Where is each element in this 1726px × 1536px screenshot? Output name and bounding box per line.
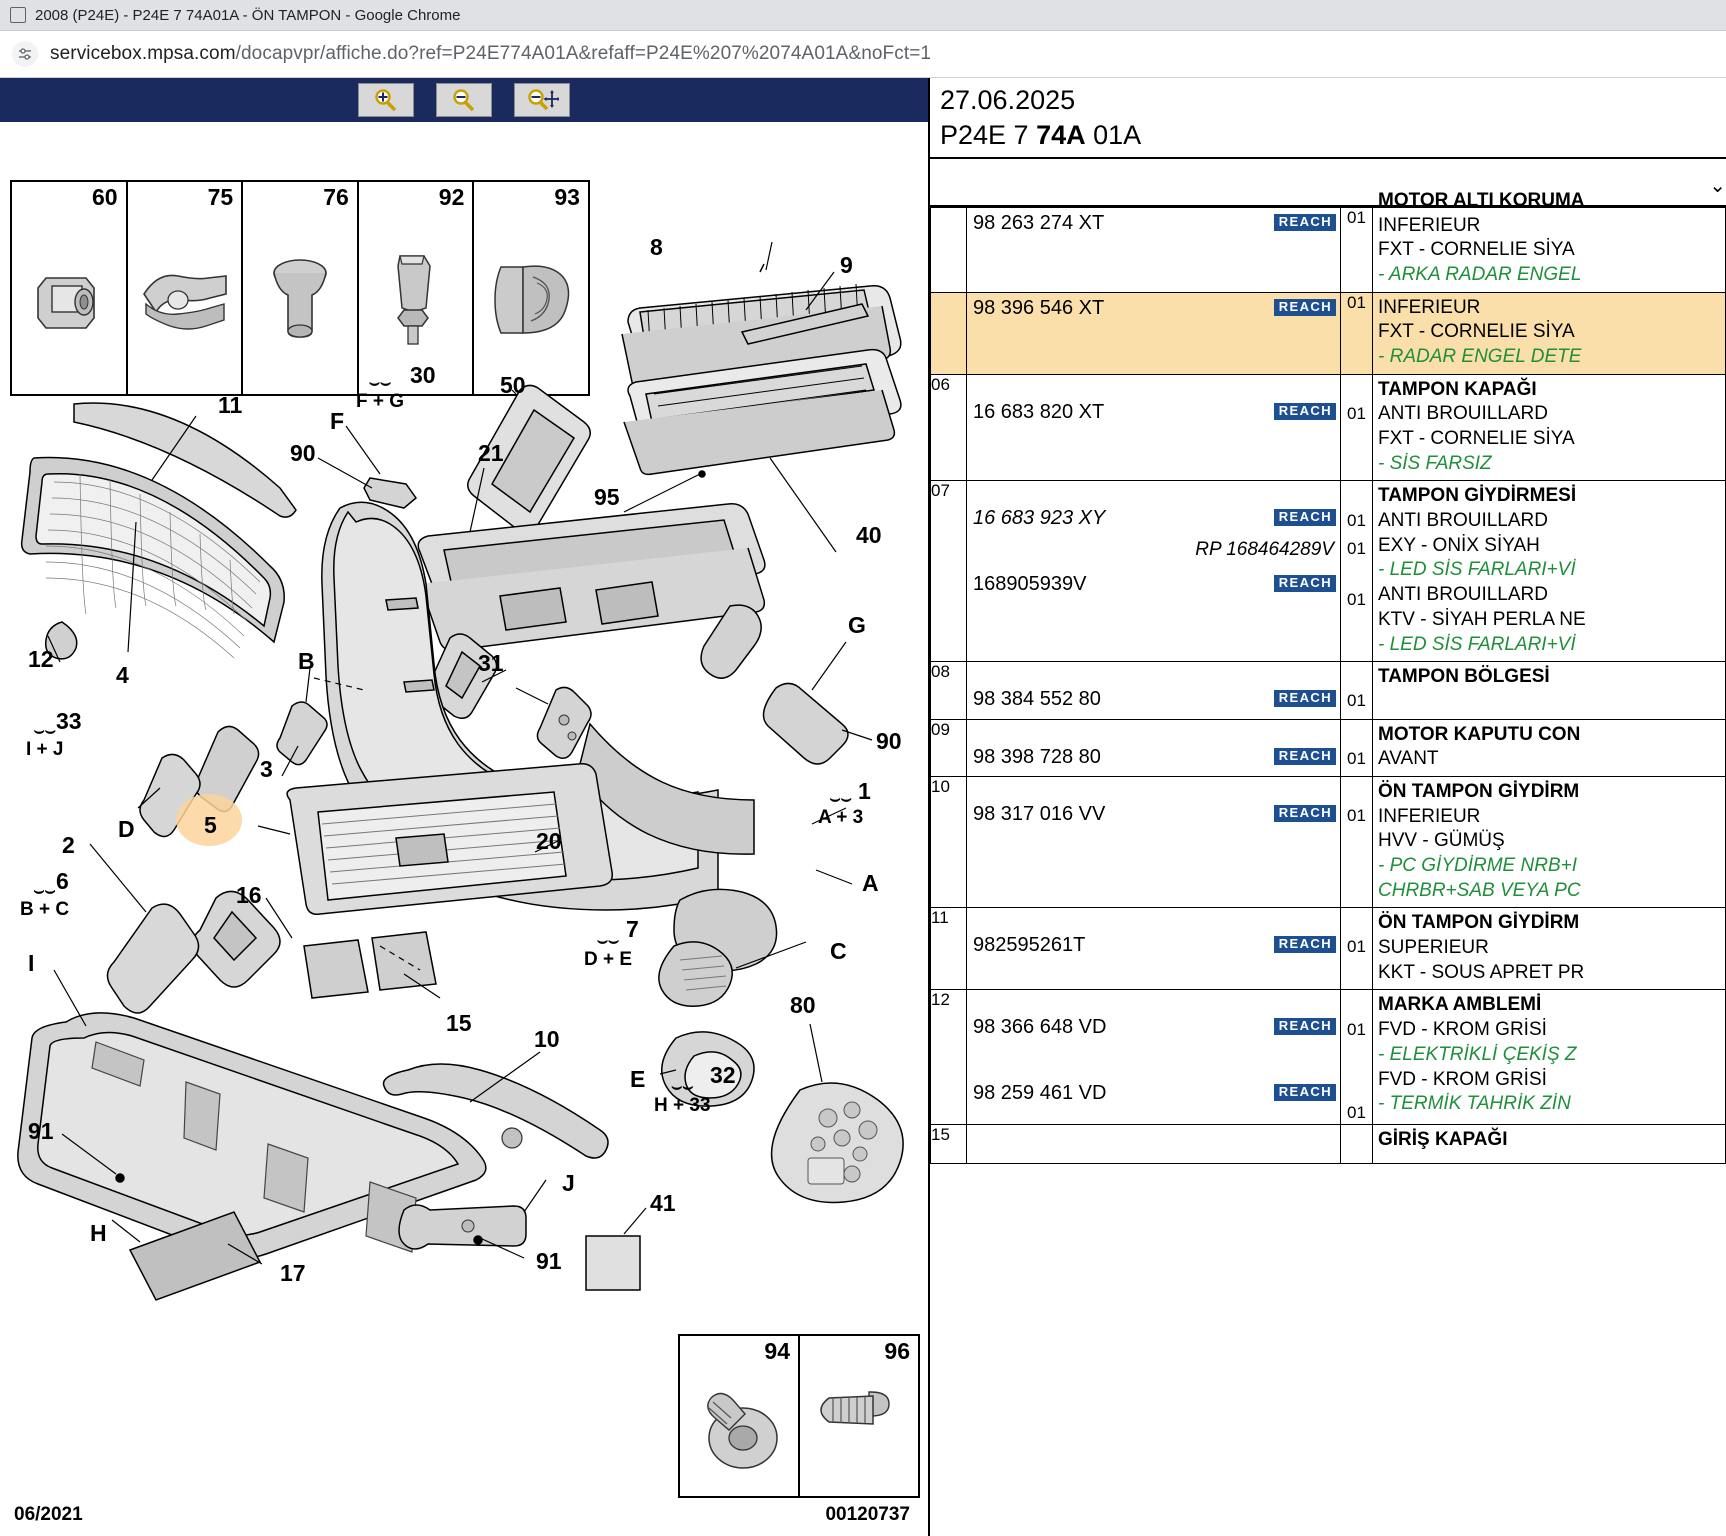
callout-label: 80 <box>790 992 816 1018</box>
reach-badge: REACH <box>1274 1018 1336 1035</box>
row-index: 11 <box>931 908 967 990</box>
row-reference[interactable] <box>967 662 1341 719</box>
callout-label: 41 <box>650 1190 676 1216</box>
brace-label: F + G <box>356 390 405 412</box>
bumper-exploded-artwork <box>0 122 928 1338</box>
part-number[interactable]: 168905939V <box>973 573 1087 596</box>
callout-label: 5 <box>204 812 217 838</box>
address-bar[interactable] <box>0 31 1726 78</box>
reach-badge: REACH <box>1274 805 1336 822</box>
table-row[interactable] <box>931 776 1726 907</box>
row-description <box>1373 1124 1726 1163</box>
row-description <box>1373 908 1726 990</box>
desc-line: KTV - SİYAH PERLA NE <box>1378 608 1586 630</box>
reach-badge: REACH <box>1274 936 1336 953</box>
group-title: GİRİŞ KAPAĞI <box>1378 1128 1508 1150</box>
callout-label: 9 <box>840 252 853 278</box>
callout-label: 33 <box>56 708 82 734</box>
desc-line: FVD - KROM GRİSİ <box>1378 1019 1547 1041</box>
brace-label: A + 3 <box>818 806 864 828</box>
callout-label: 31 <box>478 650 504 676</box>
group-title: MOTOR KAPUTU CON <box>1378 723 1581 745</box>
reach-badge: REACH <box>1274 1084 1336 1101</box>
desc-line: FVD - KROM GRİSİ <box>1378 1068 1547 1090</box>
row-qty <box>1341 990 1373 1124</box>
brace-group: ⌣⌣ I + J <box>26 721 64 760</box>
row-reference[interactable] <box>967 374 1341 481</box>
title-bar <box>0 0 1726 31</box>
row-index: 07 <box>931 481 967 662</box>
zoom-toolbar <box>0 78 928 122</box>
legend-number: 92 <box>438 184 465 210</box>
brace-group: ⌣⌣ A + 3 <box>818 789 864 828</box>
qty-value: 01 <box>1347 511 1366 531</box>
zoom-pan-icon[interactable] <box>514 83 570 117</box>
table-row[interactable] <box>931 481 1726 662</box>
brace-label: D + E <box>584 948 633 970</box>
legend-cell <box>800 1336 918 1496</box>
desc-line: AVANT <box>1378 748 1439 770</box>
callout-label: 3 <box>260 756 273 782</box>
callout-label: 7 <box>626 916 639 942</box>
legend-number: 96 <box>884 1338 910 1364</box>
legend-number: 94 <box>764 1338 790 1364</box>
callout-label: 20 <box>536 828 562 854</box>
desc-line: INFERIEUR <box>1378 805 1481 827</box>
callout-label: A <box>862 870 879 896</box>
callout-label: 95 <box>594 484 620 510</box>
brace-group: ⌣⌣ B + C <box>20 881 70 920</box>
screw-icon <box>800 1364 918 1492</box>
diagram-pane <box>0 78 930 1536</box>
row-index: 15 <box>931 1124 967 1163</box>
desc-note: - ELEKTRİKLİ ÇEKİŞ Z <box>1378 1043 1577 1065</box>
part-number[interactable]: 98 398 728 80 <box>973 745 1101 768</box>
group-title: ÖN TAMPON GİYDİRM <box>1378 780 1580 802</box>
row-description <box>1373 776 1726 907</box>
screw-washer-icon <box>680 1364 798 1492</box>
group-title: TAMPON GİYDİRMESİ <box>1378 485 1577 507</box>
callout-label: 90 <box>290 440 316 466</box>
legend-number: 60 <box>92 184 118 210</box>
row-qty: 01 <box>1341 662 1373 719</box>
desc-line: INFERIEUR <box>1378 214 1481 236</box>
panel-toolbar-band <box>930 159 1726 207</box>
row-qty <box>1341 1124 1373 1163</box>
parts-table[interactable] <box>930 189 1726 1164</box>
callout-label: D <box>118 816 135 842</box>
part-number[interactable]: 98 384 552 80 <box>973 688 1101 711</box>
reach-badge: REACH <box>1274 299 1336 316</box>
diagram-date-code: 06/2021 <box>14 1504 83 1525</box>
panel-reference: P24E 7 74A 01A <box>940 119 1142 150</box>
group-title: TAMPON BÖLGESİ <box>1378 666 1550 688</box>
row-index: 10 <box>931 776 967 907</box>
callout-label: G <box>848 612 866 638</box>
group-title: MARKA AMBLEMİ <box>1378 994 1542 1016</box>
row-index: 08 <box>931 662 967 719</box>
callout-label: 21 <box>478 440 504 466</box>
row-reference[interactable] <box>967 990 1341 1124</box>
desc-line: KKT - SOUS APRET PR <box>1378 961 1585 983</box>
callout-label: 6 <box>56 868 69 894</box>
callout-label: 91 <box>28 1118 54 1144</box>
desc-line: SUPERIEUR <box>1378 937 1489 959</box>
row-qty: 01 <box>1341 292 1373 374</box>
table-row[interactable] <box>931 990 1726 1124</box>
row-reference[interactable] <box>967 207 1341 292</box>
callout-label: 11 <box>218 392 243 418</box>
scroll-tick: ⌄ <box>1709 174 1726 197</box>
part-number[interactable]: 98 317 016 VV <box>973 802 1106 825</box>
reach-badge: REACH <box>1274 509 1336 526</box>
reach-badge: REACH <box>1274 690 1336 707</box>
row-index <box>931 292 967 374</box>
brace-group: ⌣⌣ H + 33 <box>654 1077 711 1116</box>
url-text[interactable] <box>50 43 931 65</box>
table-row[interactable] <box>931 908 1726 990</box>
table-row[interactable] <box>931 719 1726 776</box>
zoom-in-icon[interactable] <box>358 83 414 117</box>
table-row[interactable] <box>931 662 1726 719</box>
row-description <box>1373 662 1726 719</box>
fastener-legend-bottom <box>678 1334 920 1498</box>
qty-value: 01 <box>1347 1020 1366 1040</box>
row-reference[interactable] <box>967 719 1341 776</box>
desc-note: - LED SİS FARLARI+Vİ <box>1378 633 1576 655</box>
callout-label: 1 <box>858 778 871 804</box>
table-row[interactable] <box>931 207 1726 292</box>
replacement-reference[interactable]: RP 168464289V <box>1195 539 1334 561</box>
callout-label: F <box>330 408 345 434</box>
desc-note: - PC GİYDİRME NRB+I <box>1378 855 1577 877</box>
part-number[interactable]: 16 683 820 XT <box>973 400 1105 423</box>
brace-group: ⌣⌣ D + E <box>584 931 633 970</box>
callout-label: 4 <box>116 662 129 688</box>
row-index <box>931 207 967 292</box>
cut-title: MOTOR ALTI KORUMA <box>1378 189 1585 211</box>
part-number[interactable]: 98 263 274 XT <box>973 211 1105 234</box>
row-index: 09 <box>931 719 967 776</box>
desc-line: EXY - ONİX SİYAH <box>1378 534 1540 556</box>
document-icon <box>10 7 26 23</box>
site-settings-icon[interactable] <box>12 41 38 67</box>
row-qty: 01 <box>1341 776 1373 907</box>
row-description <box>1373 481 1726 662</box>
desc-note: - LED SİS FARLARI+Vİ <box>1378 559 1576 581</box>
reach-badge: REACH <box>1274 403 1336 420</box>
desc-note: - RADAR ENGEL DETE <box>1378 345 1582 367</box>
desc-line: INFERIEUR <box>1378 296 1481 318</box>
brace-group: ⌣⌣ F + G <box>356 373 405 412</box>
brace-label: B + C <box>20 898 70 920</box>
group-title: ÖN TAMPON GİYDİRM <box>1378 912 1580 934</box>
panel-date: 27.06.2025 <box>940 85 1076 115</box>
legend-number: 93 <box>554 184 580 210</box>
callout-label: 16 <box>236 882 262 908</box>
legend-number: 75 <box>207 184 234 210</box>
legend-cell <box>680 1336 800 1496</box>
row-qty: 01 <box>1341 207 1373 292</box>
row-qty: 01 <box>1341 908 1373 990</box>
panel-header <box>930 78 1726 159</box>
window-title: 2008 (P24E) - P24E 7 74A01A - ÖN TAMPON - Google Chrome <box>35 6 461 24</box>
brace-label: H + 33 <box>654 1094 711 1116</box>
desc-note: - SİS FARSIZ <box>1378 452 1492 474</box>
table-row[interactable] <box>931 374 1726 481</box>
callout-label: I <box>28 950 35 976</box>
desc-line: FXT - CORNELIE SİYA <box>1378 321 1575 343</box>
url-host: servicebox.mpsa.com <box>50 43 236 64</box>
desc-line: ANTI BROUILLARD <box>1378 403 1548 425</box>
row-reference[interactable] <box>967 292 1341 374</box>
row-reference[interactable] <box>967 908 1341 990</box>
part-number[interactable]: 98 366 648 VD <box>973 1016 1107 1039</box>
callout-label: 91 <box>536 1248 562 1274</box>
desc-note: CHRBR+SAB VEYA PC <box>1378 879 1581 901</box>
desc-line: ANTI BROUILLARD <box>1378 510 1548 532</box>
parts-table-pane[interactable] <box>930 78 1726 1536</box>
brace-label: I + J <box>26 738 64 760</box>
row-reference[interactable] <box>967 481 1341 662</box>
qty-value: 01 <box>1347 538 1366 558</box>
callout-label: 32 <box>710 1062 736 1088</box>
url-path: /docapvpr/affiche.do?ref=P24E774A01A&refaff=P24E%207%2074A01A&noFct=1 <box>235 43 932 64</box>
row-qty <box>1341 481 1373 662</box>
table-row[interactable] <box>931 1124 1726 1163</box>
row-description <box>1373 719 1726 776</box>
desc-line: HVV - GÜMÜŞ <box>1378 830 1505 852</box>
desc-line <box>1378 690 1721 715</box>
callout-label: 15 <box>446 1010 472 1036</box>
qty-value: 01 <box>1347 1102 1366 1122</box>
desc-line: ANTI BROUILLARD <box>1378 584 1548 606</box>
callout-label: H <box>90 1220 107 1246</box>
row-description <box>1373 189 1726 292</box>
part-number[interactable]: 16 683 923 XY <box>973 507 1106 530</box>
part-number[interactable]: 98 396 546 XT <box>973 296 1105 319</box>
callout-label: 10 <box>534 1026 560 1052</box>
callout-label: 30 <box>410 362 436 388</box>
row-index: 06 <box>931 374 967 481</box>
row-index: 12 <box>931 990 967 1124</box>
diagram-figure-code: 00120737 <box>825 1504 910 1525</box>
row-qty: 01 <box>1341 719 1373 776</box>
callout-label: 40 <box>856 522 882 548</box>
callout-label: 17 <box>280 1260 306 1286</box>
row-reference[interactable] <box>967 1124 1341 1163</box>
row-qty: 01 <box>1341 374 1373 481</box>
legend-number: 76 <box>323 184 349 210</box>
callout-label: 50 <box>500 372 526 398</box>
desc-line: FXT - CORNELIE SİYA <box>1378 428 1575 450</box>
callout-label: C <box>830 938 847 964</box>
callout-label: 90 <box>876 728 902 754</box>
callout-label: 8 <box>650 234 663 260</box>
qty-value: 01 <box>1347 589 1366 609</box>
desc-line: FXT - CORNELIE SİYA <box>1378 239 1575 261</box>
row-description <box>1373 374 1726 481</box>
part-number[interactable]: 98 259 461 VD <box>973 1082 1107 1105</box>
row-reference[interactable] <box>967 776 1341 907</box>
exploded-view-drawing[interactable] <box>0 122 928 1536</box>
callout-label: 2 <box>62 832 75 858</box>
callout-label: J <box>562 1170 575 1196</box>
callout-label: B <box>298 648 315 674</box>
page-content <box>0 78 1726 1536</box>
reach-badge: REACH <box>1274 748 1336 765</box>
table-row[interactable] <box>931 292 1726 374</box>
part-number[interactable]: 982595261T <box>973 934 1086 957</box>
row-description <box>1373 292 1726 374</box>
callout-label: E <box>630 1066 646 1092</box>
callout-label: 12 <box>28 646 54 672</box>
zoom-out-icon[interactable] <box>436 83 492 117</box>
desc-note: - ARKA RADAR ENGEL <box>1378 263 1582 285</box>
desc-note: - TERMİK TAHRİK ZİN <box>1378 1093 1571 1115</box>
reach-badge: REACH <box>1274 575 1336 592</box>
row-description <box>1373 990 1726 1124</box>
reach-badge: REACH <box>1274 214 1336 231</box>
group-title: TAMPON KAPAĞI <box>1378 378 1537 400</box>
